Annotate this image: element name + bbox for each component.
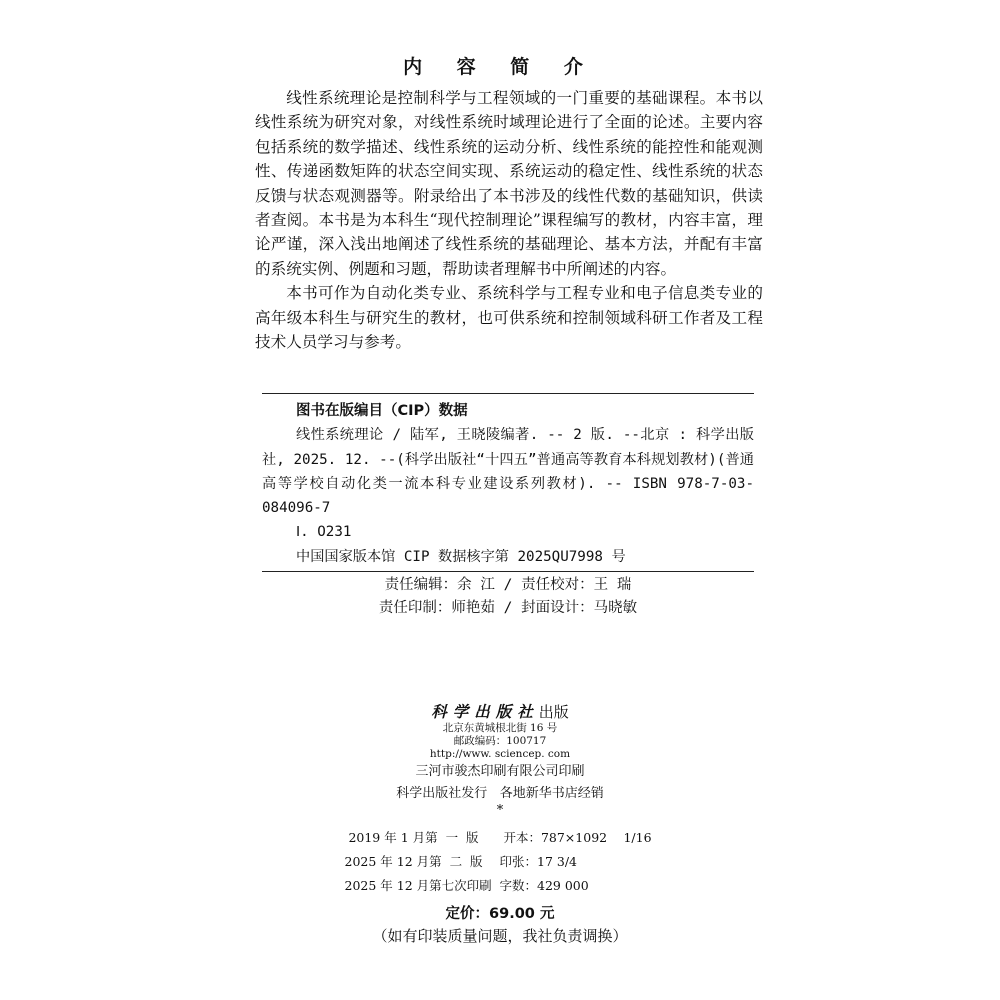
- publisher-suffix: 出版: [538, 703, 569, 721]
- publisher-postcode: 邮政编码：100717: [453, 735, 547, 747]
- edition-date: 2019 年 1 月第 一 版: [348, 830, 479, 845]
- publisher-name: 科学出版社: [431, 702, 539, 721]
- edition-spec: 开本：787×1092: [503, 830, 608, 845]
- edition-extra: 1/16: [623, 830, 652, 845]
- publisher-address: 北京东黄城根北街 16 号: [442, 722, 558, 734]
- staff-line-production: 责任印制：师艳茹 / 封面设计：马晓敏: [378, 600, 638, 616]
- cip-record: 中国国家版本馆 CIP 数据核字第 2025QU7998 号: [296, 548, 626, 565]
- cip-heading: 图书在版编目（CIP）数据: [296, 403, 468, 419]
- summary-title: 内 容 简 介: [403, 56, 597, 78]
- edition-extra: [620, 874, 656, 898]
- publisher-block: [0, 700, 1000, 817]
- edition-date: 2025 年 12 月第 二 版: [344, 854, 483, 869]
- summary-body: [255, 86, 763, 354]
- edition-spec: 字数：429 000: [499, 878, 589, 893]
- edition-row: [0, 850, 1000, 874]
- edition-info: [0, 826, 1000, 898]
- edition-row: [0, 826, 1000, 850]
- summary-paragraph: 本书可作为自动化类专业、系统科学与工程专业和电子信息类专业的高年级本科生与研究生的教材，也可供系统和控制领域科研工作者及工程技术人员学习与参考。: [255, 284, 763, 352]
- staff-credits: [0, 574, 1000, 620]
- separator-star: *: [496, 803, 504, 818]
- edition-spec: 印张：17 3/4: [499, 854, 577, 869]
- summary-paragraph: 线性系统理论是控制科学与工程领域的一门重要的基础课程。本书以线性系统为研究对象，对线性系统时域理论进行了全面的论述。主要内容包括系统的数学描述、线性系统的运动分析、线性系统的能控性和能观测性、传递函数矩阵的状态空间实现、系统运动的稳定性、线性系统的状态反馈与状态观测器等。附录给出了本书涉及的线性代数的基础知识，供读者查阅。本书是为本科生“现代控制理论”课程编写的教材，内容丰富，理论严谨，深入浅出地阐述了线性系统的基础理论、基本方法，并配有丰富的系统实例、例题和习题，帮助读者理解书中所阐述的内容。: [255, 89, 763, 278]
- price: 定价：69.00 元: [445, 906, 555, 922]
- cip-classification: Ⅰ. O231: [296, 524, 352, 541]
- quality-note: （如有印装质量问题，我社负责调换）: [372, 927, 628, 945]
- printer-line: 三河市骏杰印刷有限公司印刷: [415, 764, 585, 779]
- publisher-website: http://www. sciencep. com: [429, 748, 571, 760]
- edition-extra: [620, 850, 656, 874]
- cip-entry: 线性系统理论 / 陆军, 王晓陵编著. -- 2 版. --北京 : 科学出版社, 2025. 12. --(科学出版社“十四五”普通高等教育本科规划教材)(普通高等学校自动化类一流本科专业建设系列教材). -- ISBN 978-7-03-084096-7: [262, 427, 754, 517]
- cip-block: [262, 393, 754, 572]
- distribution-line: 科学出版社发行 各地新华书店经销: [396, 786, 604, 801]
- edition-date: 2025 年 12 月第七次印刷: [344, 878, 492, 893]
- edition-row: [0, 874, 1000, 898]
- staff-line-editors: 责任编辑：余 江 / 责任校对：王 瑞: [384, 577, 632, 593]
